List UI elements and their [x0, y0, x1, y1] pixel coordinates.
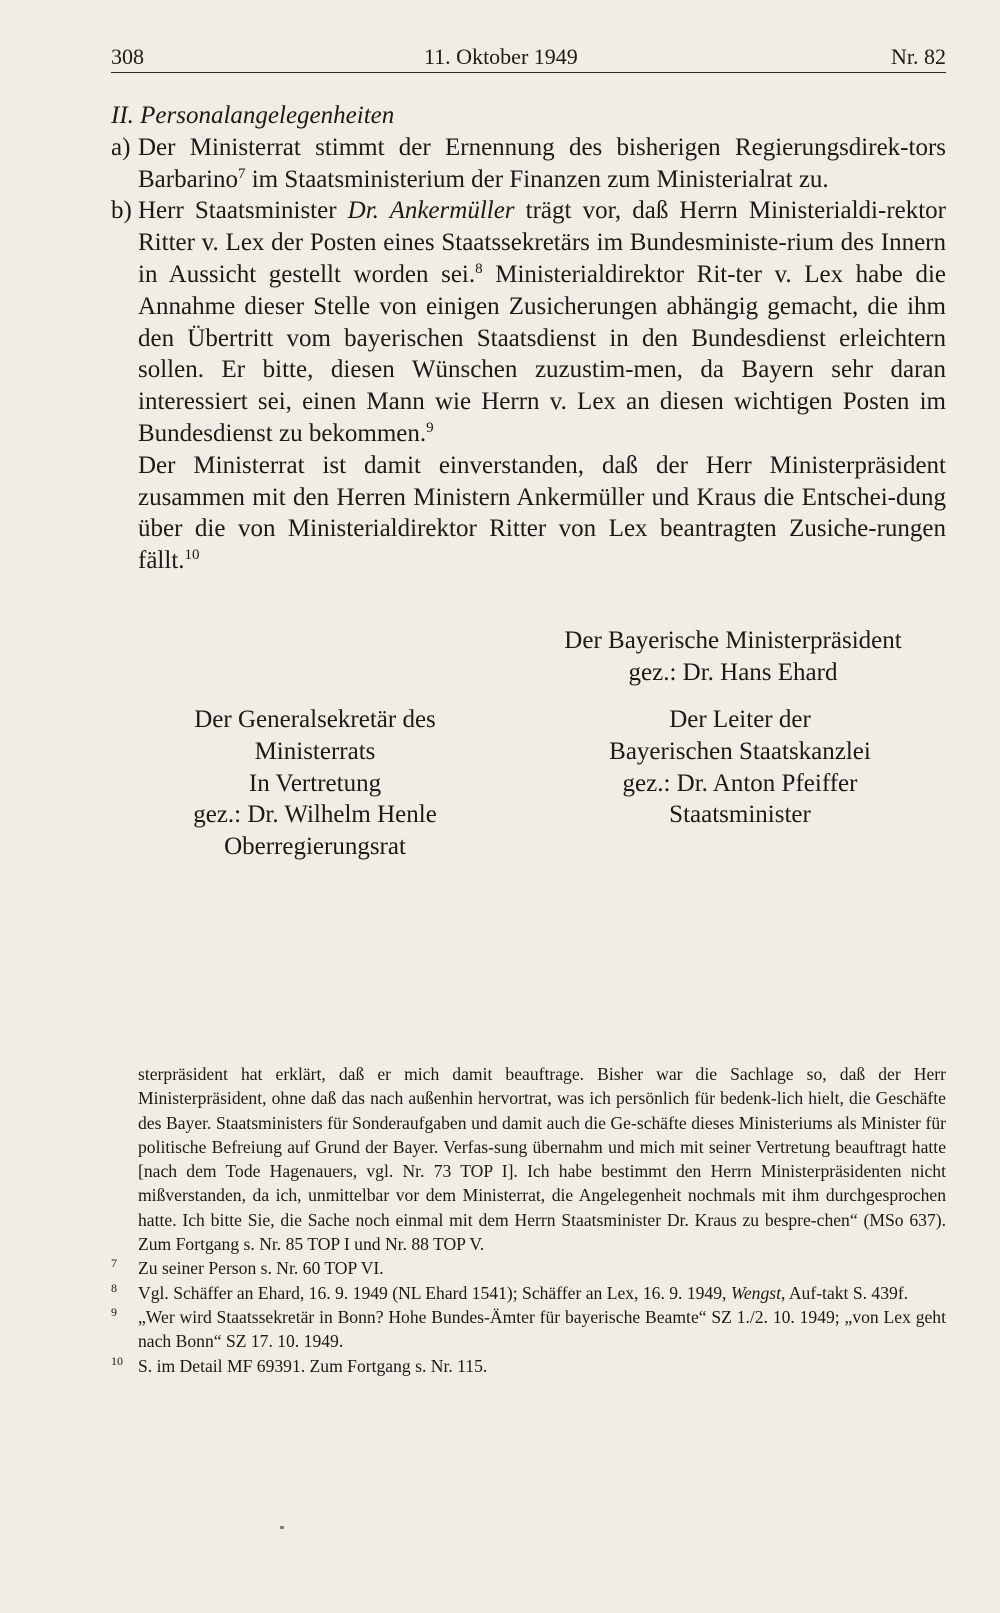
footnote-number: 8 — [111, 1280, 117, 1295]
document-number: Nr. 82 — [891, 44, 946, 69]
item-label: b) — [111, 197, 132, 225]
signature-line: Der Generalsekretär des — [194, 706, 436, 733]
footnotes — [111, 1062, 946, 1378]
item-b-text-1: Herr Staatsminister — [138, 197, 348, 225]
main-text — [111, 100, 946, 577]
item-text — [138, 195, 946, 449]
footnote-text: Zu seiner Person s. Nr. 60 TOP VI. — [138, 1258, 384, 1279]
section-heading: II. Personalangelegenheiten — [111, 102, 395, 129]
header-date: 11. Oktober 1949 — [424, 44, 578, 69]
footnote-10 — [111, 1354, 946, 1378]
signature-line: In Vertretung — [248, 769, 382, 797]
footnote-ref-9: 9 — [426, 419, 434, 436]
item-b-text-2: trägt vor, daß Herrn Ministerialdi-rektor Ritter v. Lex der Posten eines Staatssekretärs im Bundesministe-rium des Innern in Aussicht gestellt worden sei. — [138, 197, 947, 288]
footnote-9 — [111, 1305, 946, 1354]
paper-speck — [280, 1526, 284, 1529]
decision-text: Der Ministerrat ist damit einverstanden, daß der Herr Ministerpräsident zusammen mit den Herren Ministern Ankermüller und Kraus die Entschei-dung über die von Ministerialdirektor Ritter von Lex beantragten Zusiche-rungen fällt. — [138, 451, 946, 575]
footnote-ref-7: 7 — [237, 165, 246, 182]
item-b-text-3: Ministerialdirektor Rit-ter v. Lex habe die Annahme dieser Stelle von einigen Zusicherungen abhängig gemacht, die ihm den Übertritt vom bayerischen Staatsdienst in den Bundesdienst erleichtern sollen. Er bitte, diesen Wünschen zuzustim-men, da Bayern sehr daran interessiert sei, einen Mann wie Herrn v. Lex an diesen wichtigen Posten im Bundesdienst zu bekommen. — [138, 260, 946, 447]
signature-line: Oberregierungsrat — [224, 833, 406, 861]
footnote-number: 9 — [111, 1304, 117, 1319]
signature-chancellery-head — [570, 704, 910, 831]
signature-line: Der Bayerische Ministerpräsident — [564, 627, 902, 654]
signature-line: Der Leiter der — [669, 706, 811, 733]
signature-line: gez.: Dr. Anton Pfeiffer — [622, 769, 858, 797]
footnote-text: „Wer wird Staatssekretär in Bonn? Hohe Bundes-Ämter für bayerische Beamte“ SZ 1./2. 10. 1949; „von Lex geht nach Bonn“ SZ 17. 10. 1949. — [138, 1306, 946, 1352]
footnote-number: 7 — [111, 1256, 117, 1271]
agenda-item-b — [111, 195, 946, 449]
agenda-item-a — [111, 132, 946, 196]
decision-paragraph — [138, 450, 946, 577]
page-number: 308 — [111, 44, 144, 69]
signature-line: gez.: Dr. Wilhelm Henle — [193, 801, 437, 829]
footnote-text: S. im Detail MF 69391. Zum Fortgang s. Nr. 115. — [138, 1355, 488, 1376]
item-a-text-after: im Staatsministerium der Finanzen zum Ministerialrat zu. — [245, 165, 829, 193]
running-head — [111, 40, 946, 73]
item-label: a) — [111, 133, 131, 161]
footnote-ref-8: 8 — [475, 260, 483, 277]
signature-general-secretary — [165, 704, 465, 863]
signature-line: Bayerischen Staatskanzlei — [609, 737, 871, 765]
footnote-continuation: sterpräsident hat erklärt, daß er mich damit beauftrage. Bisher war die Sachlage so, daß der Herr Ministerpräsident, ohne daß das nach außenhin hervortrat, was ich persönlich für bedenk-lich hielt, die Geschäfte des Bayer. Staatsministers für Sonderaufgaben und damit auch die Ge-schäfte dieses Ministeriums als Minister für politische Befreiung auf Grund der Bayer. Verfas-sung übernahm und mich mit seiner Vertretung beauftragt hatte [nach dem Tode Hagenauers, vgl. Nr. 73 TOP I]. Ich habe bestimmt den Herrn Ministerpräsidenten nicht mißverstanden, da ich, unmittelbar vor dem Ministerrat, die Angelegenheit nochmals mit ihm durchgesprochen hatte. Ich bitte Sie, die Sache noch einmal mit dem Herrn Staatsminister Dr. Kraus zu bespre-chen“ (MSo 637). Zum Fortgang s. Nr. 85 TOP I und Nr. 88 TOP V. — [138, 1064, 946, 1255]
footnote-8-text-1: Vgl. Schäffer an Ehard, 16. 9. 1949 (NL Ehard 1541); Schäffer an Lex, 16. 9. 1949, — [138, 1282, 731, 1303]
footnote-8-text-2: , Auf-takt S. 439f. — [781, 1282, 909, 1303]
signature-minister-president — [548, 625, 918, 689]
footnote-ref-10: 10 — [184, 547, 200, 564]
minister-name: Dr. Ankermüller — [347, 197, 515, 225]
signature-line: Ministerrats — [254, 737, 376, 765]
footnote-8 — [111, 1281, 946, 1305]
footnote-7 — [111, 1256, 946, 1280]
footnote-number: 10 — [111, 1353, 123, 1368]
footnote-author: Wengst — [730, 1282, 782, 1303]
item-a-text: Der Ministerrat stimmt der Ernennung des bisherigen Regierungsdirek-tors Barbarino — [138, 133, 946, 193]
item-text — [138, 132, 946, 196]
signature-line: gez.: Dr. Hans Ehard — [628, 658, 838, 686]
footnote-text — [138, 1281, 946, 1305]
signature-line: Staatsminister — [669, 801, 811, 829]
